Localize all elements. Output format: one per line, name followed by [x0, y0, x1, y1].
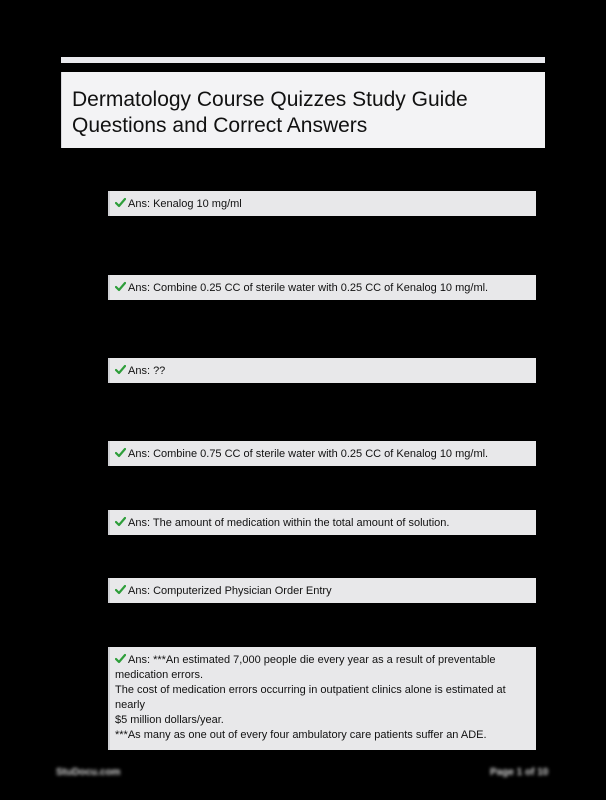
check-mark-icon: [115, 516, 126, 527]
document-title-box: [61, 72, 545, 148]
check-mark-icon: [115, 281, 126, 292]
answer-text: The cost of medication errors occurring in outpatient clinics alone is estimated at nearly: [115, 684, 506, 711]
answer-text: Ans: Kenalog 10 mg/ml: [128, 198, 242, 210]
answer-box-3: [108, 358, 536, 383]
check-mark-icon: [115, 364, 126, 375]
footer-page-number: Page 1 of 10: [490, 767, 549, 778]
answer-line: [115, 447, 530, 462]
answer-text: Ans: Combine 0.75 CC of sterile water with 0.25 CC of Kenalog 10 mg/ml.: [128, 448, 489, 460]
check-mark-icon: [115, 653, 126, 664]
answer-text: medication errors.: [115, 669, 204, 681]
check-mark-icon: [115, 197, 126, 208]
answer-text: Ans: The amount of medication within the total amount of solution.: [128, 517, 450, 529]
answer-line: [115, 197, 530, 212]
answer-box-7: [108, 647, 536, 750]
answer-text: Ans: ??: [128, 365, 166, 377]
answer-box-1: [108, 191, 536, 216]
answer-box-6: [108, 578, 536, 603]
document-title-line-2: Questions and Correct Answers: [72, 114, 368, 137]
answer-text: $5 million dollars/year.: [115, 714, 224, 726]
footer-site-watermark: StuDocu.com: [56, 767, 121, 778]
answer-box-2: [108, 275, 536, 300]
answer-line: [115, 653, 530, 668]
answer-text: Ans: Computerized Physician Order Entry: [128, 585, 332, 597]
header-rule: [61, 57, 545, 63]
answer-line: [115, 584, 530, 599]
check-mark-icon: [115, 447, 126, 458]
answer-line: [115, 364, 530, 379]
answer-line: [115, 281, 530, 296]
answer-box-4: [108, 441, 536, 466]
answer-text: Ans: ***An estimated 7,000 people die every year as a result of preventable: [128, 654, 496, 666]
document-title-line-1: Dermatology Course Quizzes Study Guide: [72, 88, 468, 111]
answer-text: Ans: Combine 0.25 CC of sterile water with 0.25 CC of Kenalog 10 mg/ml.: [128, 282, 489, 294]
answer-text: ***As many as one out of every four ambulatory care patients suffer an ADE.: [115, 729, 487, 741]
check-mark-icon: [115, 584, 126, 595]
answer-box-5: [108, 510, 536, 535]
answer-line: [115, 516, 530, 531]
